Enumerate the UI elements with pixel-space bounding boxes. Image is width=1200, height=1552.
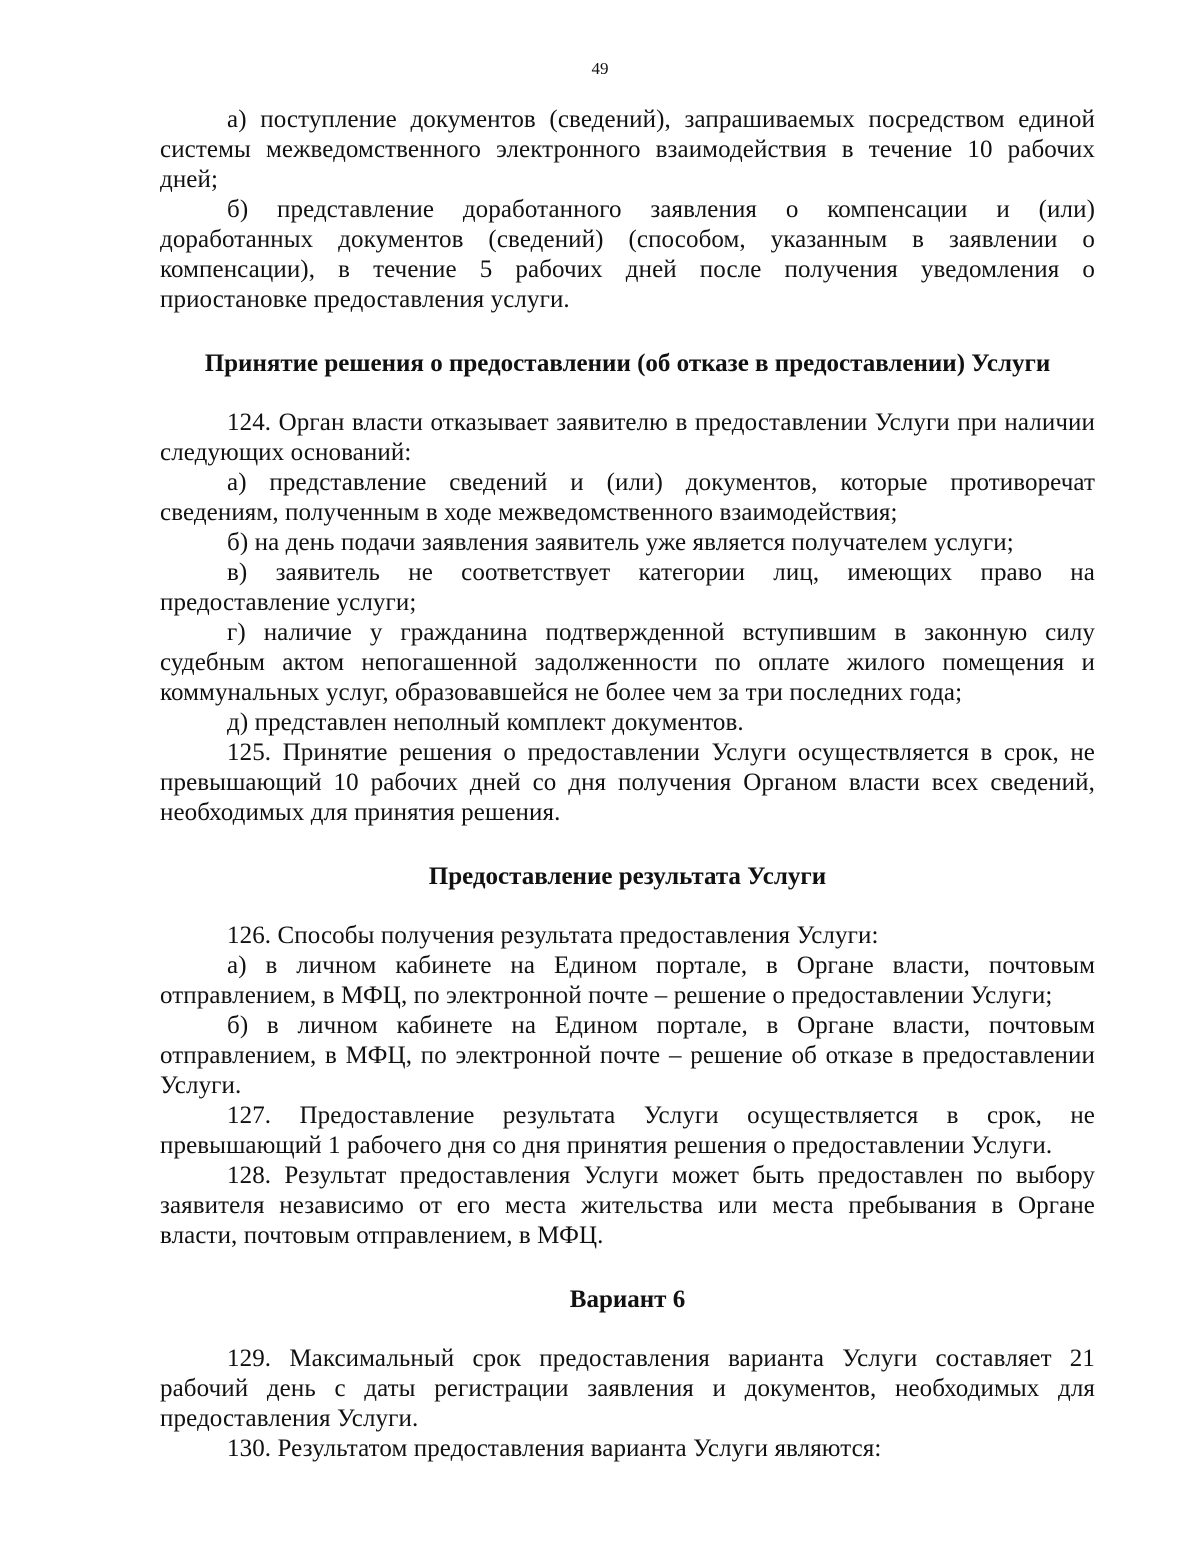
paragraph-124-b: б) на день подачи заявления заявитель уже является получателем услуги; (227, 529, 1014, 556)
paragraph-129: 129. Максимальный срок предоставления варианта Услуги составляет 21 рабочий день с даты регистрации заявления и документов, необходимых для предоставления Услуги. (160, 1345, 1095, 1432)
paragraph-124-a: а) представление сведений и (или) документов, которые противоречат сведениям, полученным в ходе межведомственного взаимодействия; (160, 469, 1095, 526)
paragraph-128: 128. Результат предоставления Услуги может быть предоставлен по выбору заявителя независимо от его места жительства или места пребывания в Органе власти, почтовым отправлением, в МФЦ. (160, 1162, 1095, 1249)
paragraph-b-revised-application: б) представление доработанного заявления о компенсации и (или) доработанных документов (сведений) (способом, указанным в заявлении о компенсации), в течение 5 рабочих дней после получения уведомления о приостановке предоставления услуги. (160, 196, 1095, 313)
paragraph-124-d: д) представлен неполный комплект документов. (227, 709, 744, 736)
paragraph-a-receipt: а) поступление документов (сведений), запрашиваемых посредством единой системы межведомственного электронного взаимодействия в течение 10 рабочих дней; (160, 106, 1095, 193)
paragraph-124-v: в) заявитель не соответствует категории лиц, имеющих право на предоставление услуги; (160, 559, 1095, 616)
paragraph-127: 127. Предоставление результата Услуги осуществляется в срок, не превышающий 1 рабочего дня со дня принятия решения о предоставлении Услуги. (160, 1102, 1095, 1159)
paragraph-125: 125. Принятие решения о предоставлении Услуги осуществляется в срок, не превышающий 10 рабочих дней со дня получения Органом власти всех сведений, необходимых для принятия решения. (160, 739, 1095, 826)
document-body (160, 105, 1095, 1464)
paragraph-124-g: г) наличие у гражданина подтвержденной вступившим в законную силу судебным актом непогашенной задолженности по оплате жилого помещения и коммунальных услуг, образовавшейся не более чем за три последних года; (160, 619, 1095, 706)
section-heading-decision: Принятие решения о предоставлении (об отказе в предоставлении) Услуги (204, 350, 1051, 377)
paragraph-126-a: а) в личном кабинете на Едином портале, в Органе власти, почтовым отправлением, в МФЦ, по электронной почте – решение о предоставлении Услуги; (160, 952, 1095, 1009)
paragraph-124: 124. Орган власти отказывает заявителю в предоставлении Услуги при наличии следующих оснований: (160, 409, 1095, 466)
paragraph-126: 126. Способы получения результата предоставления Услуги: (227, 922, 879, 949)
page-number: 49 (591, 59, 609, 78)
paragraph-126-b: б) в личном кабинете на Едином портале, в Органе власти, почтовым отправлением, в МФЦ, по электронной почте – решение об отказе в предоставлении Услуги. (160, 1012, 1095, 1099)
section-heading-variant-6: Вариант 6 (569, 1286, 686, 1313)
section-heading-result: Предоставление результата Услуги (428, 863, 827, 890)
paragraph-130: 130. Результатом предоставления варианта Услуги являются: (227, 1435, 882, 1462)
